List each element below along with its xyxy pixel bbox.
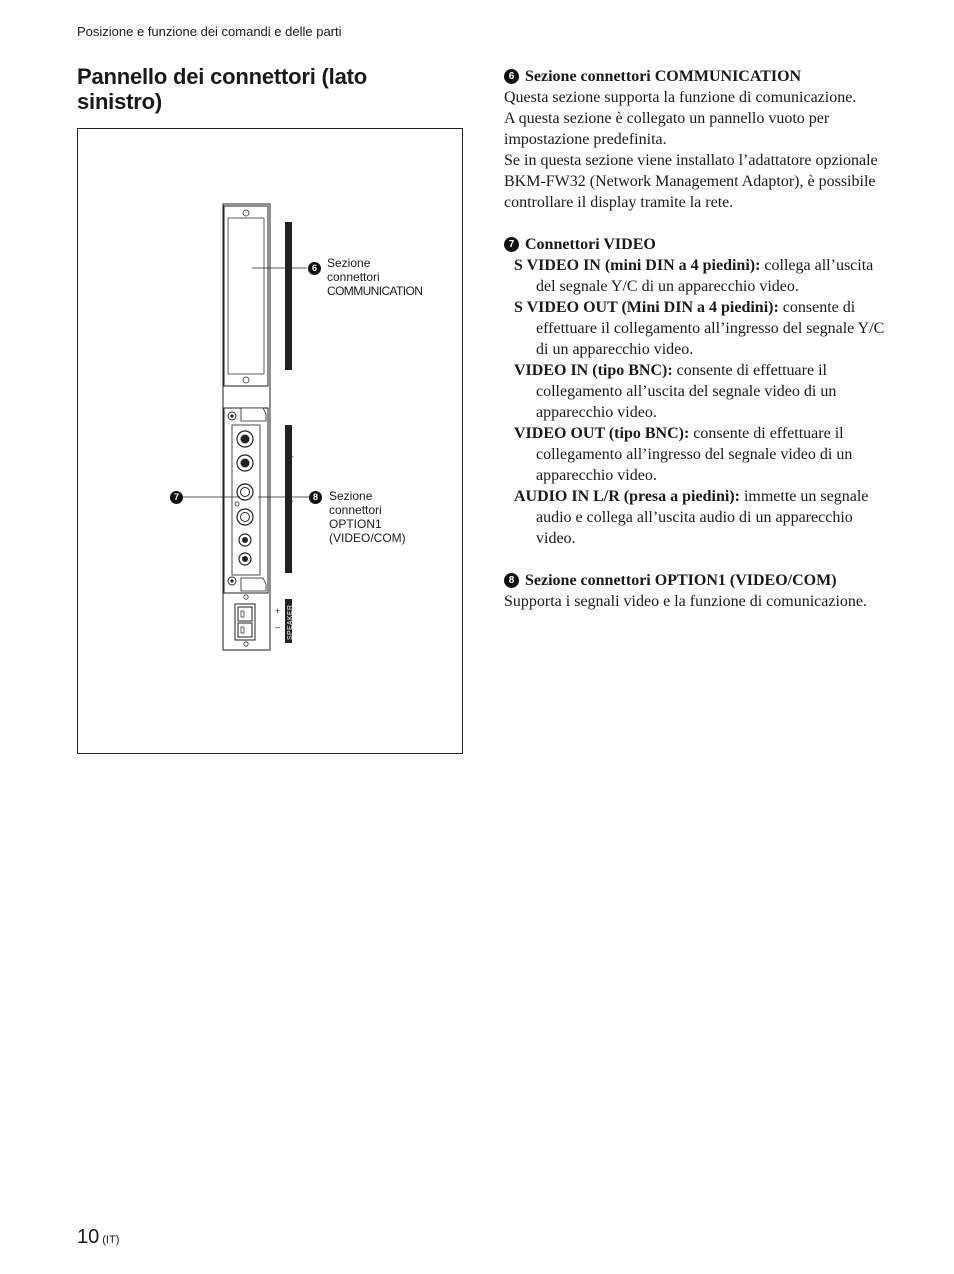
callout-8-label: Sezione connettori OPTION1 (VIDEO/COM) [329, 489, 406, 545]
speaker-minus-terminal [238, 623, 252, 637]
paragraph: Se in questa sezione viene installato l’adattatore opzionale BKM-FW32 (Network Management Adaptor), è possibile controllare il display tramite la rete. [504, 152, 878, 211]
speaker-plus-sign: + [275, 606, 281, 616]
section-7-heading: 7 Connettori VIDEO [504, 234, 896, 255]
speaker-plus-terminal [238, 607, 252, 621]
section-title: Pannello dei connettori (lato sinistro) [77, 64, 367, 114]
paragraph: A questa sezione è collegato un pannello vuoto per impostazione predefinita. [504, 110, 830, 148]
list-item: VIDEO IN (tipo BNC): consente di effettuare il collegamento all’uscita del segnale video di un apparecchio video. [514, 362, 837, 421]
blank-plate [228, 218, 264, 374]
callout-6-label: Sezione connettori COMMUNICATION [327, 256, 423, 298]
section-8-heading: 8 Sezione connettori OPTION1 (VIDEO/COM) [504, 570, 896, 591]
page-number: 10 (IT) [77, 1226, 120, 1248]
list-item: S VIDEO OUT (Mini DIN a 4 piedini): consente di effettuare il collegamento all’ingresso del segnale Y/C di un apparecchio video. [514, 299, 885, 358]
paragraph: Questa sezione supporta la funzione di comunicazione. [504, 89, 857, 106]
list-item: VIDEO OUT (tipo BNC): consente di effettuare il collegamento all’ingresso del segnale video di un apparecchio video. [514, 425, 853, 484]
language-code: (IT) [102, 1234, 120, 1246]
communication-panel-label: COMMUNICATION [287, 262, 294, 327]
list-item: S VIDEO IN (mini DIN a 4 piedini): collega all’uscita del segnale Y/C di un apparecchio video. [514, 257, 874, 295]
number-badge: 8 [504, 573, 519, 588]
list-item: AUDIO IN L/R (presa a piedini): immette un segnale audio e collega all’uscita audio di un apparecchio video. [514, 488, 869, 547]
running-header: Posizione e funzione dei comandi e delle parti [77, 24, 342, 39]
callout-7-marker: 7 [170, 491, 183, 504]
speaker-panel-label: SPEAKER [287, 604, 294, 640]
video-in-bnc-connector [237, 484, 253, 500]
section-6-communication [504, 66, 896, 213]
number-badge: 6 [504, 69, 519, 84]
number-badge: 7 [504, 237, 519, 252]
connector-panel-figure [77, 128, 463, 754]
speaker-minus-sign: – [275, 622, 281, 632]
option1-panel-label: OPTION 1 (VIDEO/COM) [287, 454, 294, 540]
section-7-video [504, 234, 896, 549]
description-column [504, 66, 896, 633]
section-8-option1 [504, 570, 896, 612]
video-out-bnc-connector [237, 509, 253, 525]
callout-8-marker: 8 [309, 491, 322, 504]
paragraph: Supporta i segnali video e la funzione di comunicazione. [504, 593, 867, 610]
connector-panel-drawing [78, 129, 464, 755]
callout-6-marker: 6 [308, 262, 321, 275]
section-6-heading: 6 Sezione connettori COMMUNICATION [504, 66, 896, 87]
